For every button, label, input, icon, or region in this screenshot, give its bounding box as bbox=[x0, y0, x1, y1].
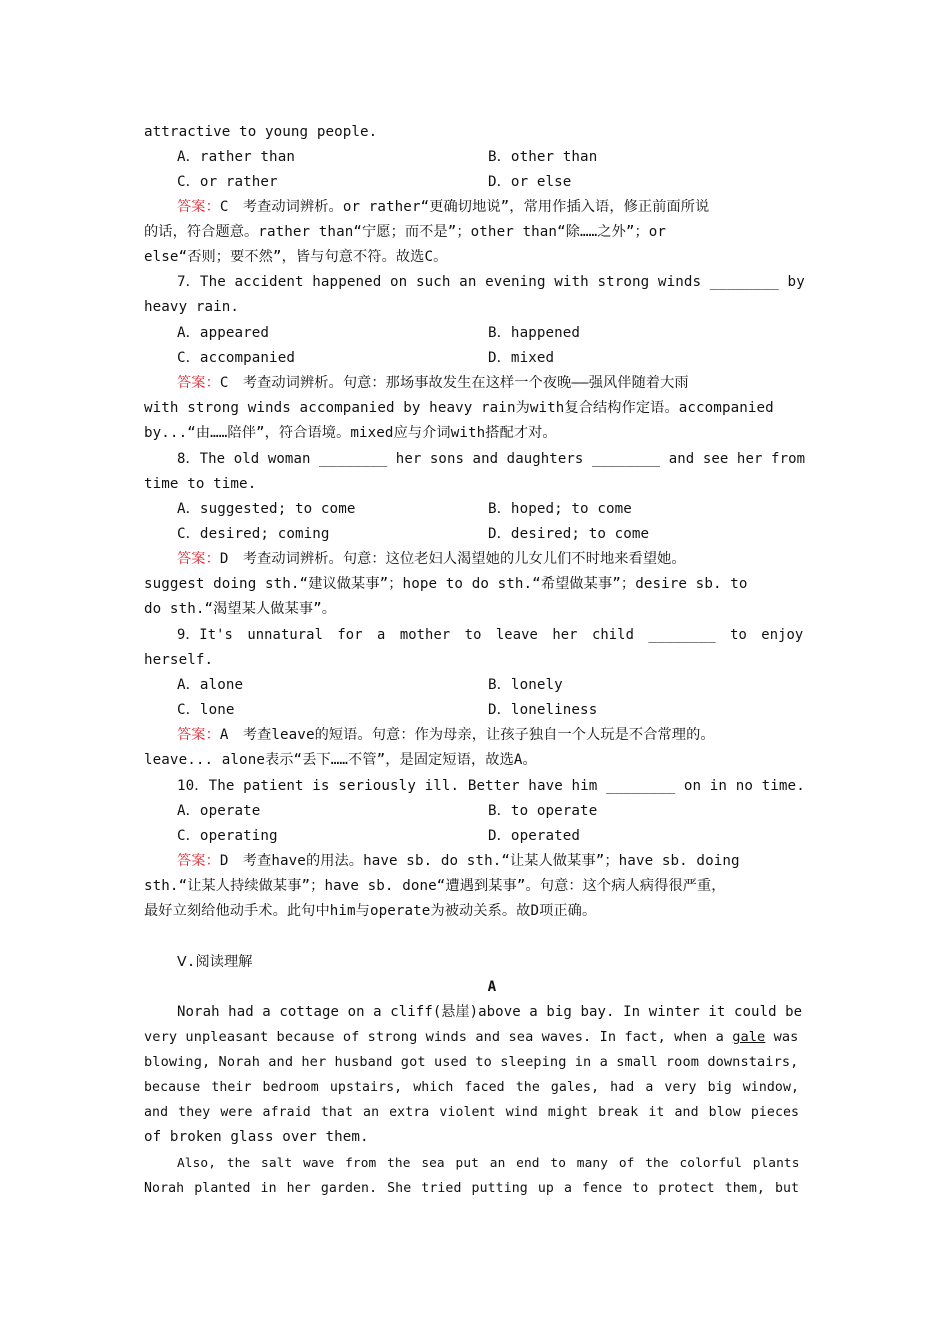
q6-option-c: C．or rather bbox=[177, 174, 278, 190]
q7-answer-label: 答案： bbox=[177, 375, 220, 391]
q10-answer-label: 答案： bbox=[177, 853, 220, 869]
q8-options-row2 bbox=[177, 522, 806, 547]
q8-answer-line3: do sth.“渴望某人做某事”。 bbox=[144, 601, 337, 617]
p1-underlined-word: gale bbox=[732, 1029, 766, 1045]
q6-answer-line2: 的话，符合题意。rather than“宁愿；而不是”；other than“除……之外”；or bbox=[144, 224, 667, 240]
q9-answer-text1: A 考查leave的短语。句意：作为母亲，让孩子独自一个人玩是不合常理的。 bbox=[219, 727, 715, 743]
q7-answer-line3: by...“由……陪伴”，符合语境。mixed应与介词with搭配才对。 bbox=[144, 425, 557, 441]
q10-answer-text1: D 考查have的用法。have sb. do sth.“让某人做某事”；have sb. doing bbox=[219, 853, 740, 869]
q6-options-row1 bbox=[177, 145, 806, 170]
p1-line5: and they were afraid that an extra violent wind might break it and blow pieces bbox=[144, 1105, 800, 1120]
p2-line1: Also, the salt wave from the sea put an end to many of the colorful plants bbox=[177, 1156, 800, 1171]
q10-option-c: C．operating bbox=[177, 828, 278, 844]
q6-answer-text1: C 考查动词辨析。or rather“更确切地说”，常用作插入语，修正前面所说 bbox=[219, 199, 710, 215]
p1-line1: Norah had a cottage on a cliff(悬崖)above a big bay. In winter it could be bbox=[177, 1004, 803, 1020]
q8-options-row1 bbox=[177, 497, 806, 522]
p2-line2: Norah planted in her garden. She tried putting up a fence to protect them, but bbox=[144, 1181, 800, 1196]
q9-option-a: A．alone bbox=[177, 677, 244, 693]
q7-options-row2 bbox=[177, 346, 806, 371]
passage-title: A bbox=[487, 979, 497, 995]
q9-option-d: D．loneliness bbox=[488, 702, 598, 718]
q7-answer-line2: with strong winds accompanied by heavy rain为with复合结构作定语。accompanied bbox=[144, 400, 774, 416]
p1-line3: blowing, Norah and her husband got used to sleeping in a small room downstairs, bbox=[144, 1054, 799, 1070]
q8-answer-text1: D 考查动词辨析。句意：这位老妇人渴望她的儿女儿们不时地来看望她。 bbox=[219, 551, 686, 567]
q6-option-a: A．rather than bbox=[177, 149, 295, 165]
q10-answer-line1 bbox=[177, 849, 806, 874]
q10-stem-line1: 10．The patient is seriously ill. Better have him ________ on in no time. bbox=[177, 778, 805, 794]
q10-option-d: D．operated bbox=[488, 828, 581, 844]
q7-option-c: C．accompanied bbox=[177, 350, 295, 366]
p1-line4: because their bedroom upstairs, which faced the gales, had a very big window, bbox=[144, 1080, 800, 1095]
q8-option-a: A．suggested; to come bbox=[177, 501, 356, 517]
q7-option-b: B．happened bbox=[488, 325, 581, 341]
q9-stem-line1: 9．It's unnatural for a mother to leave her child ________ to enjoy bbox=[177, 627, 804, 643]
q8-answer-line2: suggest doing sth.“建议做某事”；hope to do sth.“希望做某事”；desire sb. to bbox=[144, 576, 748, 592]
p1-line2-start: very unpleasant because of strong winds and sea waves. In fact, when a bbox=[144, 1029, 733, 1045]
q6-option-b: B．other than bbox=[488, 149, 598, 165]
q9-options-row1 bbox=[177, 673, 806, 698]
p1-line6: of broken glass over them. bbox=[144, 1129, 369, 1145]
q6-stem-tail: attractive to young people. bbox=[144, 124, 378, 140]
q7-answer-line1 bbox=[177, 371, 806, 396]
q6-answer-line3: else“否则；要不然”，皆与句意不符。故选C。 bbox=[144, 249, 448, 265]
q8-option-c: C．desired; coming bbox=[177, 526, 330, 542]
q7-stem-line2: heavy rain. bbox=[144, 299, 240, 315]
q7-option-d: D．mixed bbox=[488, 350, 555, 366]
section-heading: Ⅴ.阅读理解 bbox=[177, 954, 253, 970]
q9-answer-line1 bbox=[177, 723, 806, 748]
q9-option-c: C．lone bbox=[177, 702, 235, 718]
q6-answer-line1 bbox=[177, 195, 806, 220]
q6-answer-label: 答案： bbox=[177, 199, 220, 215]
p1-line2-end: was bbox=[765, 1029, 799, 1045]
q7-answer-text1: C 考查动词辨析。句意：那场事故发生在这样一个夜晚——强风伴随着大雨 bbox=[219, 375, 689, 391]
q6-option-d: D．or else bbox=[488, 174, 572, 190]
q8-stem-line2: time to time. bbox=[144, 476, 257, 492]
q9-answer-label: 答案： bbox=[177, 727, 220, 743]
q8-answer-line1 bbox=[177, 547, 806, 572]
q6-options-row2 bbox=[177, 170, 806, 195]
q9-answer-line2: leave... alone表示“丢下……不管”，是固定短语，故选A。 bbox=[144, 752, 537, 768]
q8-option-b: B．hoped; to come bbox=[488, 501, 632, 517]
q10-options-row2 bbox=[177, 824, 806, 849]
p1-line2 bbox=[144, 1025, 806, 1050]
q8-answer-label: 答案： bbox=[177, 551, 220, 567]
q10-option-b: B．to operate bbox=[488, 803, 598, 819]
q9-options-row2 bbox=[177, 698, 806, 723]
q10-option-a: A．operate bbox=[177, 803, 261, 819]
q7-options-row1 bbox=[177, 321, 806, 346]
q8-stem-line1: 8．The old woman ________ her sons and daughters ________ and see her from bbox=[177, 451, 806, 467]
q10-options-row1 bbox=[177, 799, 806, 824]
q7-stem-line1: 7．The accident happened on such an evening with strong winds ________ by bbox=[177, 274, 805, 290]
q9-option-b: B．lonely bbox=[488, 677, 563, 693]
q9-stem-line2: herself. bbox=[144, 652, 214, 668]
q10-answer-line2: sth.“让某人持续做某事”；have sb. done“遭遇到某事”。句意：这个病人病得很严重， bbox=[144, 878, 726, 894]
q7-option-a: A．appeared bbox=[177, 325, 270, 341]
q8-option-d: D．desired; to come bbox=[488, 526, 650, 542]
q10-answer-line3: 最好立刻给他动手术。此句中him与operate为被动关系。故D项正确。 bbox=[144, 903, 597, 919]
